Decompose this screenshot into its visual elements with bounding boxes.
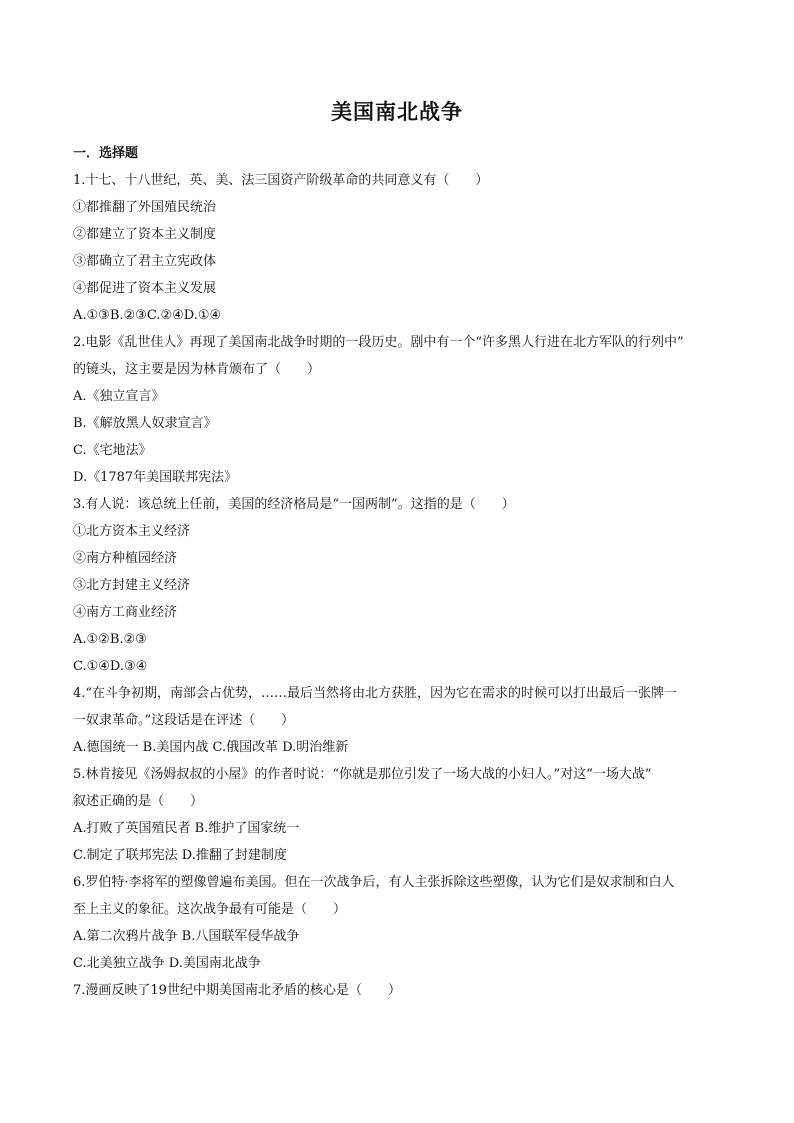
question-5-options-line-1: A.打败了英国殖民者 B.维护了国家统一 [73,821,300,836]
question-6-stem-line-2: 至上主义的象征。这次战争最有可能是（ ） [73,902,347,917]
question-2-option-a: A.《独立宣言》 [73,389,165,404]
question-2-option-d: D.《1787年美国联邦宪法》 [73,470,238,485]
question-2-option-b: B.《解放黑人奴隶宣言》 [73,416,217,431]
question-6-options-line-2: C.北美独立战争 D.美国南北战争 [73,956,261,971]
question-6-stem-line-1: 6.罗伯特·李将军的塑像曾遍布美国。但在一次战争后，有人主张拆除这些塑像，认为它们是奴求制和白人 [73,875,675,890]
question-5-stem-line-2: 叙述正确的是（ ） [73,794,204,809]
question-3-item-1: ①北方资本主义经济 [73,524,191,539]
question-3-options-line-1: A.①②B.②③ [73,632,147,647]
question-6-options-line-1: A.第二次鸦片战争 B.八国联军侵华战争 [73,929,300,944]
question-2-stem-line-1: 2.电影《乱世佳人》再现了美国南北战争时期的一段历史。剧中有一个“许多黑人行进在北方军队的行列中” [73,335,684,350]
question-5-options-line-2: C.制定了联邦宪法 D.推翻了封建制度 [73,848,287,863]
question-2-stem-line-2: 的镜头，这主要是因为林肯颁布了（ ） [73,362,321,377]
question-3-options-line-2: C.①④D.③④ [73,659,148,674]
question-4-options: A.德国统一 B.美国内战 C.俄国改革 D.明治维新 [73,740,349,755]
question-1-options: A.①③B.②③C.②④D.①④ [73,308,222,323]
question-1-item-3: ③都确立了君主立宪政体 [73,254,217,269]
question-3-item-3: ③北方封建主义经济 [73,578,191,593]
question-4-stem-line-1: 4.“在斗争初期，南部会占优势，……最后当然将由北方获胜，因为它在需求的时候可以打出最后一张牌一 [73,686,678,701]
section-heading: 一．选择题 [73,146,139,161]
question-7-stem: 7.漫画反映了19世纪中期美国南北矛盾的核心是（ ） [73,983,401,998]
question-1-stem: 1.十七、十八世纪，英、美、法三国资产阶级革命的共同意义有（ ） [73,173,489,188]
question-3-stem: 3.有人说：该总统上任前，美国的经济格局是“一国两制”。这指的是（ ） [73,497,515,512]
question-1-item-4: ④都促进了资本主义发展 [73,281,217,296]
page-title: 美国南北战争 [331,100,463,124]
question-list [73,140,729,1004]
question-3-item-2: ②南方种植园经济 [73,551,178,566]
question-5-stem-line-1: 5.林肯接见《汤姆叔叔的小屋》的作者时说：“你就是那位引发了一场大战的小妇人。”对这“一场大战” [73,767,652,782]
question-2-option-c: C.《宅地法》 [73,443,152,458]
question-1-item-2: ②都建立了资本主义制度 [73,227,217,242]
question-3-item-4: ④南方工商业经济 [73,605,178,620]
question-1-item-1: ①都推翻了外国殖民统治 [73,200,217,215]
question-4-stem-line-2: 一奴隶革命。”这段话是在评述（ ） [73,713,295,728]
